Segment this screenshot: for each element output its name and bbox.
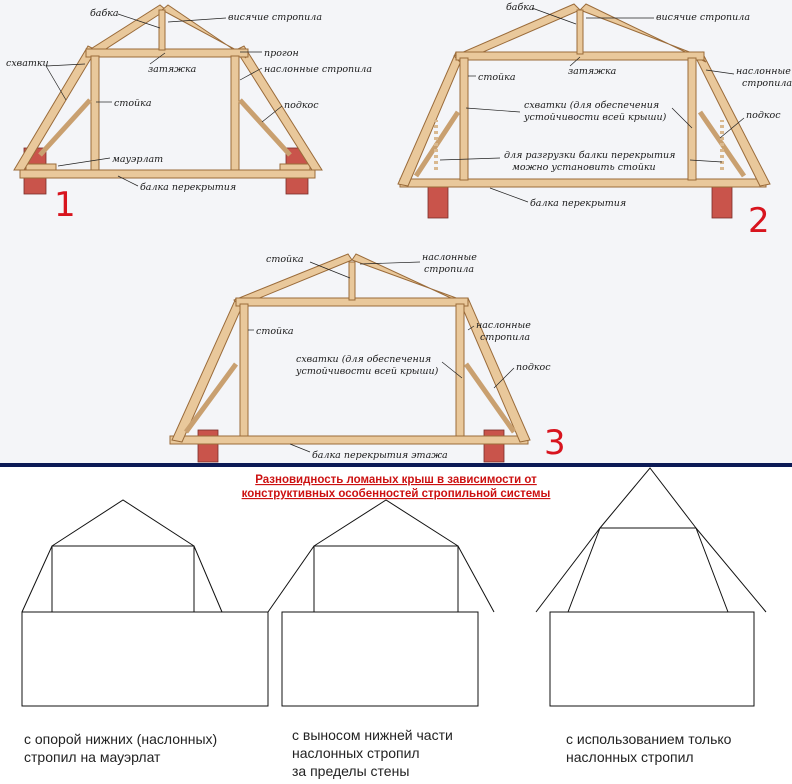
label-tie: затяжка [148,64,197,75]
purlin [86,49,248,57]
label-braces-1: схватки (для обеспечения [296,354,432,365]
label-braces-1: схватки (для обеспечения [524,100,660,111]
label-layered-rafters-2: стропила [742,78,792,89]
label-strut: подкос [516,362,551,373]
variant-1-schematic [22,500,268,706]
label-strut: подкос [284,100,319,111]
floor-beam [20,170,315,178]
label-braces: схватки [6,58,49,69]
variant-2-line-3: за пределы стены [292,763,410,779]
mauerlat-right [280,164,310,170]
post-right [231,56,239,170]
post-left [91,56,99,170]
label-strut: подкос [746,110,781,121]
king-post [577,10,583,54]
label-layered-top-2: стропила [424,264,475,275]
label-floor-beam: балка перекрытия этажа [312,450,448,461]
label-babka: бабка [90,8,119,19]
diagram-number-3: 3 [544,423,566,463]
label-layered-2: стропила [480,332,531,343]
label-post: стойка [114,98,152,109]
variant-2-line-2: наслонных стропил [292,745,420,761]
diagram-3 [170,252,566,463]
variant-3-line-2: наслонных стропил [566,749,694,765]
label-post: стойка [478,72,516,83]
post-left [240,304,248,436]
post-left [460,58,468,180]
diagram-2 [398,2,792,241]
king-post [159,10,165,50]
label-layered-top-1: наслонные [422,252,477,263]
post-right [456,304,464,436]
variant-3-line-1: с использованием только [566,731,732,747]
variant-1-line-2: стропил на мауэрлат [24,749,161,765]
label-unload-2: можно установить стойки [512,162,656,173]
label-tie: затяжка [568,66,617,77]
brick-support-left [198,430,218,462]
caption-line-1: Разновидность ломаных крыш в зависимости от [255,474,537,486]
variant-1-line-1: с опорой нижних (наслонных) [24,731,218,747]
label-layered-rafters-1: наслонные [736,66,791,77]
caption-line-2: конструктивных особенностей стропильной системы [241,488,551,500]
label-braces-2: устойчивости всей крыши) [296,366,439,377]
king-post [349,262,355,300]
label-post-top: стойка [266,254,304,265]
label-mauerlat: мауэрлат [112,154,164,165]
label-post: стойка [256,326,294,337]
floor-beam [170,436,528,444]
label-floor-beam: балка перекрытия [140,182,237,193]
variant-2-line-1: с выносом нижней части [292,727,453,743]
label-babka: бабка [506,2,535,13]
label-hanging-rafters: висячие стропила [656,12,751,23]
variant-2-schematic [268,500,494,706]
label-braces-2: устойчивости всей крыши) [524,112,667,123]
mauerlat-left [26,164,56,170]
label-layered-rafters: наслонные стропила [264,64,372,75]
floor-beam [400,179,766,187]
label-floor-beam: балка перекрытия [530,198,627,209]
post-right [688,58,696,180]
label-layered-1: наслонные [476,320,531,331]
label-purlin: прогон [264,48,299,59]
diagram-number-2: 2 [748,201,770,241]
diagram-number-1: 1 [54,185,76,225]
variant-3-schematic [536,468,766,706]
label-unload-1: для разгрузки балки перекрытия [504,150,676,161]
brick-support-right [484,430,504,462]
diagram-1 [6,5,372,225]
label-hanging-rafters: висячие стропила [228,12,323,23]
